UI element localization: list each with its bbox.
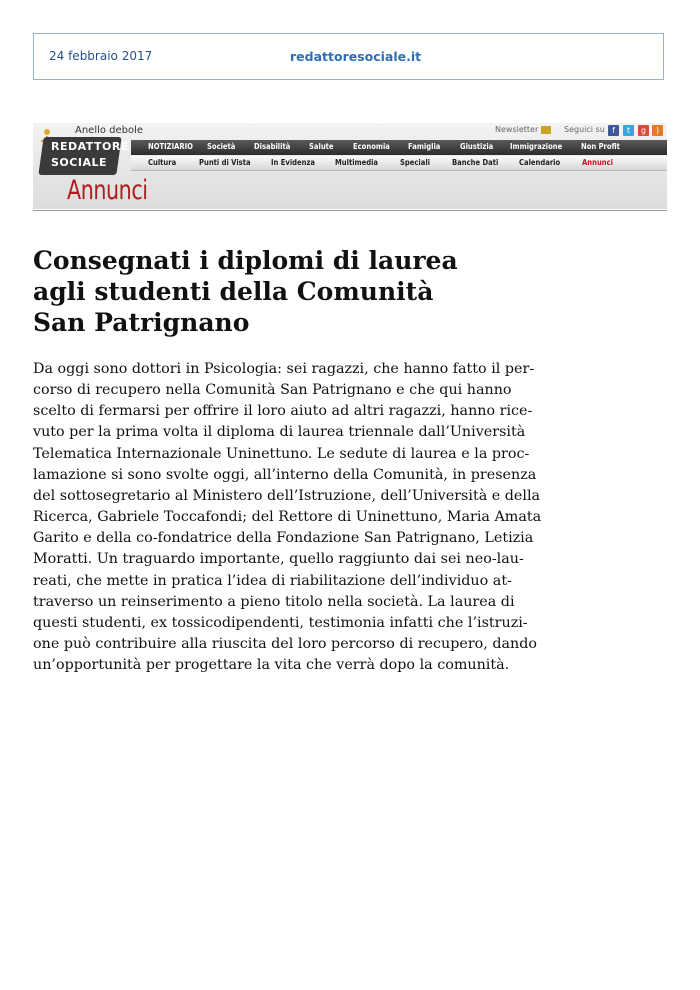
body-line: lamazione si sono svolte oggi, all’interno della Comunità, in presenza [33,466,537,483]
logo-tagline: Anello debole [75,125,144,136]
article-body [33,359,543,676]
site-banner [33,123,667,209]
nav-banche-dati[interactable]: Banche Dati [452,158,499,167]
nav-societa[interactable]: Società [207,142,236,151]
logo-line-1: REDATTORE [51,140,129,153]
secondary-nav [131,156,667,171]
body-line: Garito e della co-fondatrice della Fondazione San Patrignano, Letizia [33,530,534,547]
nav-non-profit[interactable]: Non Profit [581,142,620,151]
site-link[interactable]: redattoresociale.it [290,49,422,64]
info-bar [33,33,664,80]
nav-speciali[interactable]: Speciali [400,158,430,167]
facebook-icon[interactable]: f [608,125,619,136]
body-line: Moratti. Un traguardo importante, quello raggiunto dai sei neo-lau- [33,551,524,568]
body-line: un’opportunità per progettare la vita che verrà dopo la comunità. [33,657,510,674]
nav-immigrazione[interactable]: Immigrazione [510,142,563,151]
nav-giustizia[interactable]: Giustizia [460,142,494,151]
body-line: vuto per la prima volta il diploma di laurea triennale dall’Università [33,424,526,441]
nav-annunci[interactable]: Annunci [582,158,613,167]
body-line: Telematica Internazionale Uninettuno. Le sedute di laurea e la proc- [33,445,530,462]
body-line: Ricerca, Gabriele Toccafondi; del Rettore di Uninettuno, Maria Amata [33,509,542,526]
googleplus-icon[interactable]: g [638,125,649,136]
section-title: Annunci [67,175,148,206]
body-line: scelto di fermarsi per offrire il loro aiuto ad altri ragazzi, hanno rice- [33,403,533,420]
nav-salute[interactable]: Salute [309,142,334,151]
body-line: del sottosegretario al Ministero dell’Istruzione, dell’Università e della [33,487,541,504]
rss-icon[interactable]: ) [652,125,663,136]
headline-line: agli studenti della Comunità [33,277,434,306]
envelope-icon[interactable] [541,126,551,134]
primary-nav [131,140,667,155]
nav-famiglia[interactable]: Famiglia [408,142,441,151]
nav-multimedia[interactable]: Multimedia [335,158,379,167]
banner-divider [33,210,667,211]
body-line: questi studenti, ex tossicodipendenti, testimonia infatti che l’istruzi- [33,614,528,631]
nav-in-evidenza[interactable]: In Evidenza [271,158,316,167]
body-line: corso di recupero nella Comunità San Patrignano e che qui hanno [33,382,512,399]
headline-line: Consegnati i diplomi di laurea [33,246,458,275]
body-line: reati, che mette in pratica l’idea di riabilitazione dell’individuo at- [33,572,512,589]
nav-calendario[interactable]: Calendario [519,158,561,167]
twitter-icon[interactable]: t [623,125,634,136]
follow-label: Seguici su [564,125,605,134]
article-headline [33,245,473,338]
nav-economia[interactable]: Economia [353,142,390,151]
body-line: Da oggi sono dottori in Psicologia: sei ragazzi, che hanno fatto il per- [33,361,535,377]
newsletter-link[interactable]: Newsletter [495,125,539,134]
body-line: one può contribuire alla riuscita del loro percorso di recupero, dando [33,636,538,653]
nav-disabilita[interactable]: Disabilità [254,142,291,151]
nav-punti-di-vista[interactable]: Punti di Vista [199,158,251,167]
body-line: traverso un reinserimento a pieno titolo nella società. La laurea di [33,593,515,610]
headline-line: San Patrignano [33,308,250,337]
logo-line-2: SOCIALE [51,156,107,169]
publication-date: 24 febbraio 2017 [49,49,153,63]
nav-cultura[interactable]: Cultura [148,158,177,167]
nav-notiziario[interactable]: NOTIZIARIO [148,142,193,151]
